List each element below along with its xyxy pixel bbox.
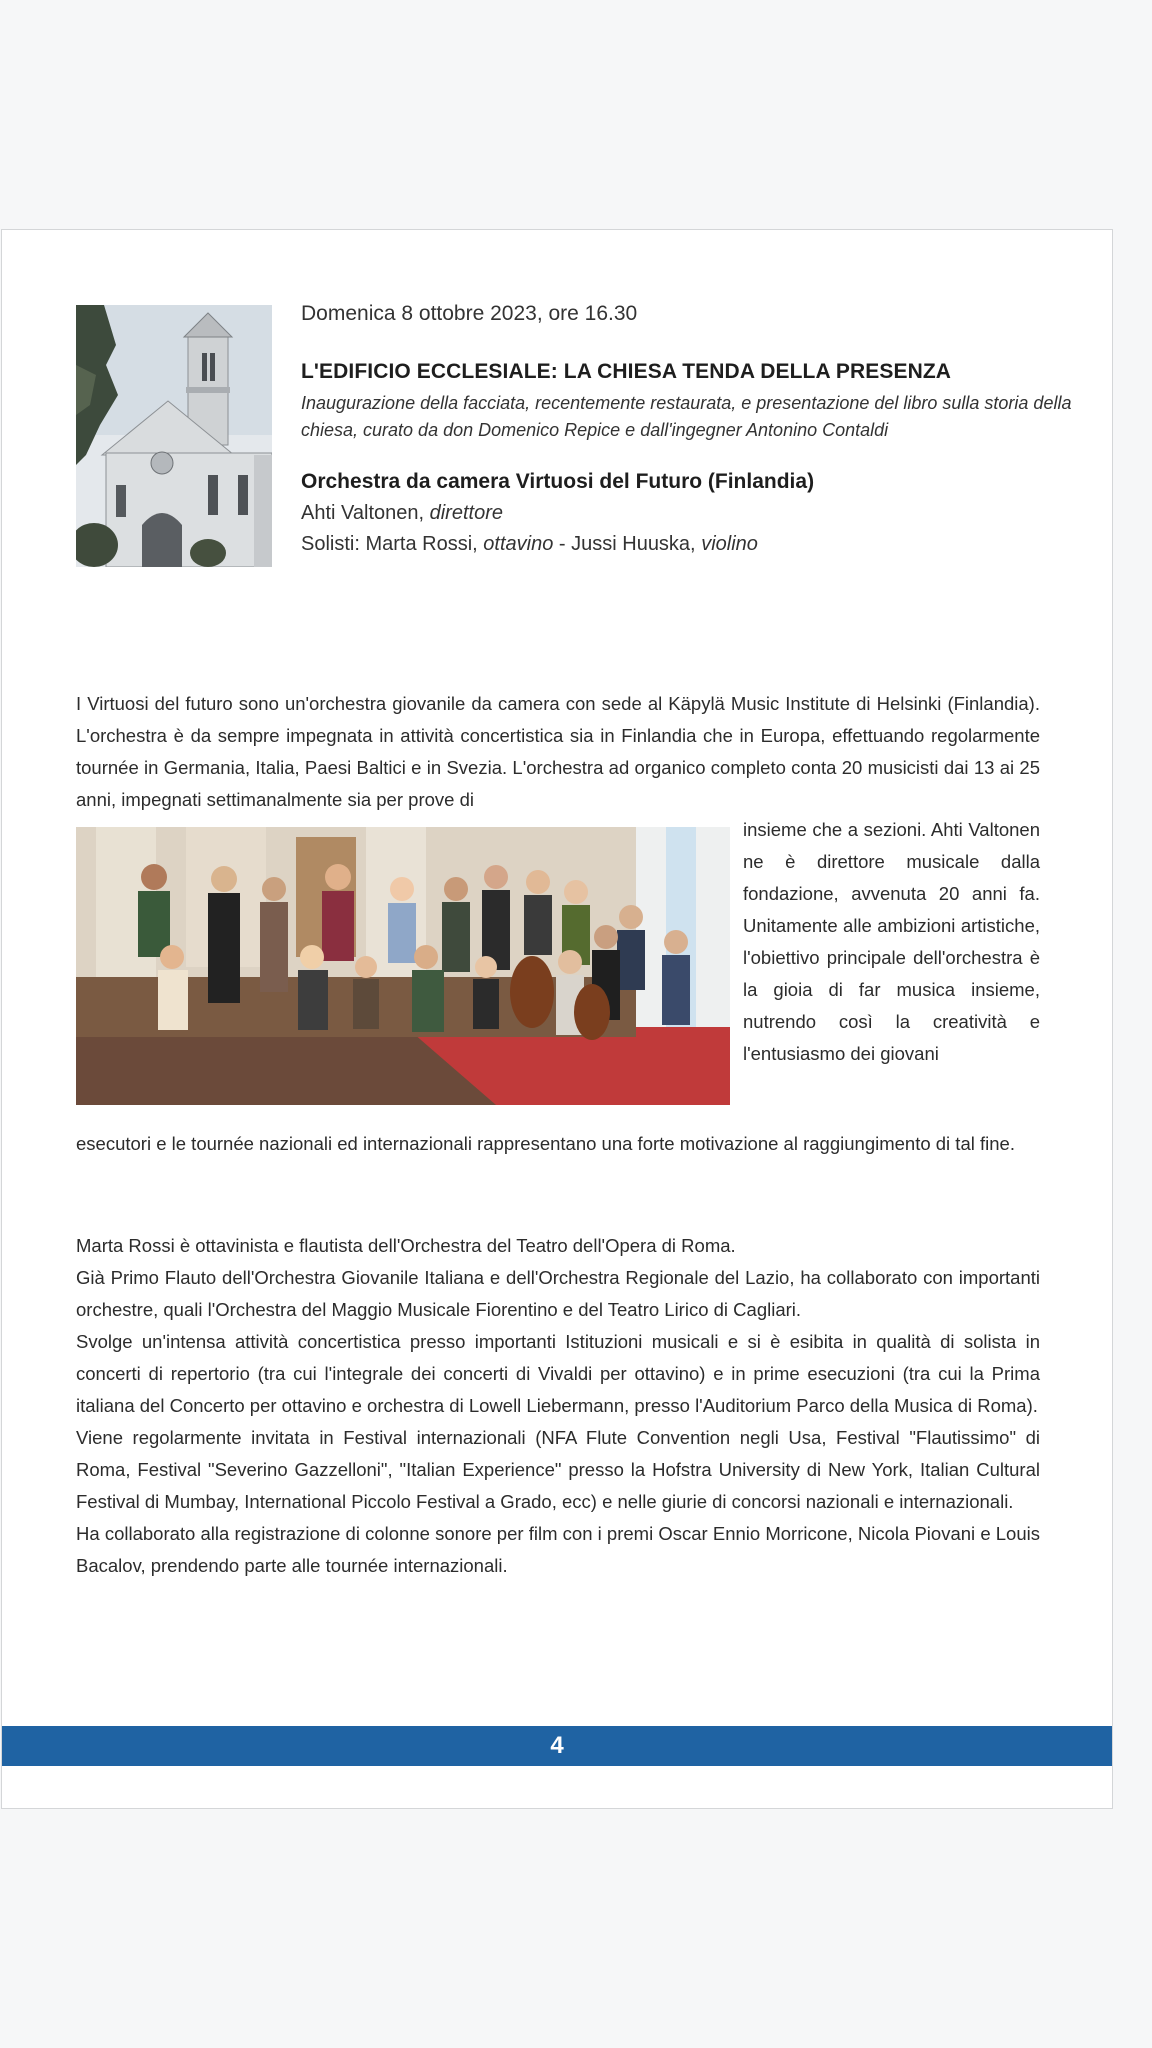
orchestra-paragraph-start: I Virtuosi del futuro sono un'orchestra giovanile da camera con sede al Käpylä Music Institute di Helsinki (Finlandia). L'orchestra è da sempre impegnata in attività concertistica sia in Finlandia che in Europa, effettuando regolarmente tournée in Germania, Italia, Paesi Baltici e in Svezia. L'orchestra ad organico completo conta 20 musicisti dai 13 ai 25 anni, impegnati settimanalmente sia per prove di (76, 693, 1040, 810)
footer-bar (2, 1726, 1112, 1766)
bio-line-3: Svolge un'intensa attività concertistica presso importanti Istituzioni musicali e si è esibita in qualità di solista in concerti di repertorio (tra cui l'integrale dei concerti di Vivaldi per ottavino) e in prime esecuzioni (tra cui la Prima italiana del Concerto per ottavino e orchestra di Lowell Liebermann, presso l'Auditorium Parco della Musica di Roma). (76, 1331, 1040, 1416)
church-illustration (76, 305, 272, 567)
brochure-page (1, 229, 1113, 1809)
soloist2-role: violino (701, 533, 758, 555)
soloist-biography (76, 1230, 1040, 1582)
bio-line-1: Marta Rossi è ottavinista e flautista dell'Orchestra del Teatro dell'Opera di Roma. (76, 1235, 736, 1256)
event-date: Domenica 8 ottobre 2023, ore 16.30 (301, 302, 638, 325)
page-number: 4 (550, 1732, 564, 1759)
bio-line-5: Ha collaborato alla registrazione di colonne sonore per film con i premi Oscar Ennio Morricone, Nicola Piovani e Louis Bacalov, prendendo parte alle tournée internazionali. (76, 1523, 1040, 1576)
orchestra-paragraph-side: insieme che a sezioni. Ahti Valtonen ne è direttore musicale dalla fondazione, avvenuta 20 anni fa. Unitamente alle ambizioni artistiche, l'obiettivo principale dell'orchestra è la gioia di far musica insieme, nutrendo così la creatività e l'entusiasmo dei giovani (743, 819, 1040, 1064)
orchestra-photo (76, 827, 730, 1105)
church-photo (76, 305, 272, 567)
bio-line-2: Già Primo Flauto dell'Orchestra Giovanile Italiana e dell'Orchestra Regionale del Lazio, ha collaborato con importanti orchestre, quali l'Orchestra del Maggio Musicale Fiorentino e del Teatro Lirico di Cagliari. (76, 1267, 1040, 1320)
director-line (301, 498, 1081, 529)
soloist1-role: ottavino (483, 533, 554, 555)
orchestra-name: Orchestra da camera Virtuosi del Futuro (Finlandia) (301, 470, 815, 493)
orchestra-illustration (76, 827, 730, 1105)
soloists-line (301, 529, 1081, 560)
event-header (301, 302, 1081, 560)
event-title: L'EDIFICIO ECCLESIALE: LA CHIESA TENDA DELLA PRESENZA (301, 360, 952, 383)
event-description: Inaugurazione della facciata, recentemente restaurata, e presentazione del libro sulla storia della chiesa, curato da don Domenico Repice e dall'ingegner Antonino Contaldi (301, 393, 1072, 440)
soloists-separator: - Jussi Huuska, (558, 533, 696, 555)
director-name: Ahti Valtonen, (301, 502, 425, 524)
orchestra-paragraph-end: esecutori e le tournée nazionali ed internazionali rappresentano una forte motivazione al raggiungimento di tal fine. (76, 1133, 1015, 1154)
director-role: direttore (429, 502, 503, 524)
soloists-prefix: Solisti: Marta Rossi, (301, 533, 478, 555)
bio-line-4: Viene regolarmente invitata in Festival internazionali (NFA Flute Convention negli Usa, Festival "Flautissimo" di Roma, Festival "Severino Gazzelloni", "Italian Experience" presso la Hofstra University di New York, Italian Cultural Festival di Mumbay, International Piccolo Festival a Grado, ecc) e nelle giurie di concorsi nazionali e internazionali. (76, 1427, 1040, 1512)
